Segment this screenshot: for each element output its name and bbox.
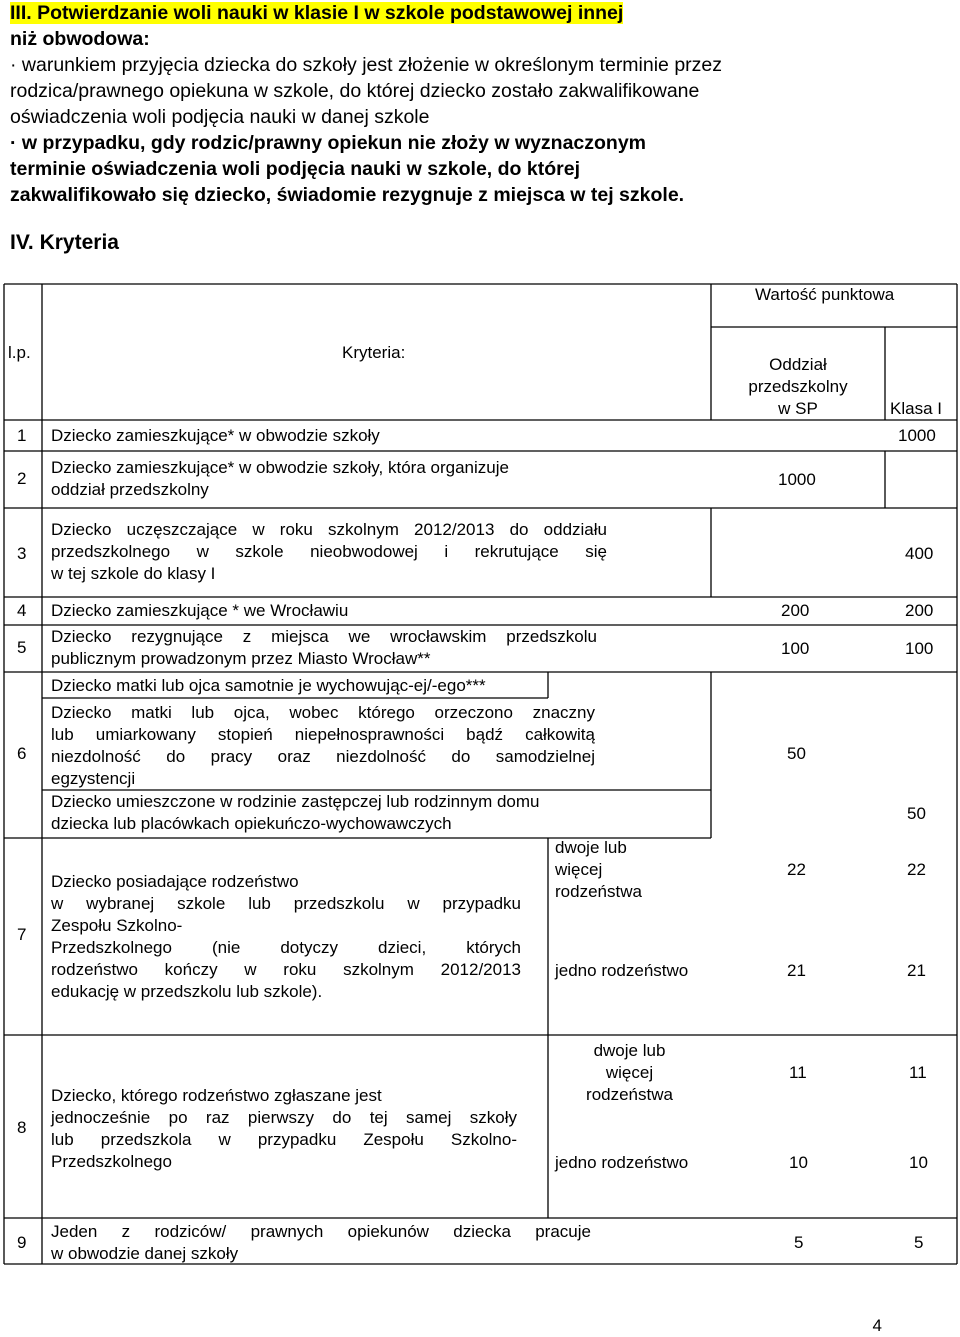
section-3-para-1-line-2: rodzica/prawnego opiekuna w szkole, do której dziecko zostało zakwalifikowane (10, 80, 700, 102)
row-5-class-points: 100 (905, 639, 934, 658)
row-1-number: 1 (17, 426, 27, 445)
row-8-criterion-line-1: Dziecko, którego rodzeństwo zgłaszane jest (51, 1086, 382, 1105)
section-3-title-line-2: niż obwodowa: (10, 28, 150, 50)
row-7-criterion-line-2: w wybranej szkole lub przedszkolu w przypadku (51, 894, 521, 913)
row-6-number: 6 (17, 744, 27, 763)
header-preschool-branch (711, 354, 885, 420)
section-3-para-2-line-3: zakwalifikowało się dziecko, świadomie rezygnuje z miejsca w tej szkole. (10, 184, 685, 206)
row-6-criterion-b-line-1: Dziecko matki lub ojca, wobec którego orzeczono znaczny (51, 703, 595, 722)
row-7-criterion-line-3: Zespołu Szkolno- (51, 916, 183, 935)
row-6-criterion-b-line-3: niezdolność do pracy oraz niezdolność do samodzielnej (51, 747, 595, 766)
header-criteria: Kryteria: (342, 343, 406, 362)
row-6-class-points: 50 (907, 804, 926, 823)
row-6-criterion-c-line-1: Dziecko umieszczone w rodzinie zastępczej lub rodzinnym domu (51, 792, 540, 811)
row-8-sub1-line-3: rodzeństwa (586, 1085, 673, 1104)
row-6-criterion-a: Dziecko matki lub ojca samotnie je wychowując-ej/-ego*** (51, 676, 486, 695)
row-7-sub2-preschool-points: 21 (787, 961, 806, 980)
row-5-criterion-line-2: publicznym prowadzonym przez Miasto Wrocław** (51, 649, 431, 668)
row-2-criterion-line-1: Dziecko zamieszkujące* w obwodzie szkoły, która organizuje (51, 458, 509, 477)
row-9-number: 9 (17, 1233, 27, 1252)
row-3-criterion-line-2: przedszkolnego w szkole nieobwodowej i rekrutujące się (51, 542, 607, 561)
row-8-sub1-line-1: dwoje lub (593, 1041, 666, 1060)
row-3-number: 3 (17, 544, 27, 563)
row-9-class-points: 5 (914, 1233, 924, 1252)
section-3-para-2-line-1: · w przypadku, gdy rodzic/prawny opiekun nie złoży w wyznaczonym (10, 132, 647, 154)
row-9-preschool-points: 5 (794, 1233, 804, 1252)
header-points-value: Wartość punktowa (755, 285, 895, 304)
row-7-siblings-one: jedno rodzeństwo (555, 961, 689, 980)
row-3-criterion-line-1: Dziecko uczęszczające w roku szkolnym 2012/2013 do oddziału (51, 520, 607, 539)
section-3-para-2-line-2: terminie oświadczenia woli podjęcia nauki w szkole, do której (10, 158, 580, 180)
row-3-criterion (51, 519, 607, 585)
row-6-criterion-c (51, 791, 540, 835)
section-3-para-1-line-3: oświadczenia woli podjęcia nauki w danej szkole (10, 106, 430, 128)
row-4-class-points: 200 (905, 601, 934, 620)
row-1-criterion: Dziecko zamieszkujące* w obwodzie szkoły (51, 426, 380, 445)
section-4-title: IV. Kryteria (10, 231, 119, 254)
row-2-criterion-line-2: oddział przedszkolny (51, 480, 209, 499)
row-8-criterion-line-3: lub przedszkola w przypadku Zespołu Szkolno- (51, 1130, 517, 1149)
row-7-sub1-class-points: 22 (907, 860, 926, 879)
row-8-criterion-line-4: Przedszkolnego (51, 1152, 172, 1171)
row-6-criterion-b-line-2: lub umiarkowany stopień niepełnosprawności bądź całkowitą (51, 725, 595, 744)
row-7-sub1-line-3: rodzeństwa (555, 882, 642, 901)
header-preschool-line-2: przedszkolny (748, 377, 848, 396)
row-4-criterion: Dziecko zamieszkujące * we Wrocławiu (51, 601, 349, 620)
row-6-criterion-b-line-4: egzystencji (51, 769, 136, 788)
row-8-sub2-preschool-points: 10 (789, 1153, 808, 1172)
row-8-sub1-line-2: więcej (605, 1063, 654, 1082)
row-8-sub1-class-points: 11 (909, 1063, 927, 1082)
row-5-number: 5 (17, 638, 27, 657)
row-3-criterion-line-3: w tej szkole do klasy I (51, 564, 216, 583)
row-2-criterion (51, 457, 509, 501)
row-7-criterion (51, 871, 521, 1003)
section-3-text (10, 0, 955, 208)
row-7-criterion-line-6: edukację w przedszkolu lub szkole). (51, 982, 323, 1001)
row-7-criterion-line-4: Przedszkolnego (nie dotyczy dzieci, których (51, 938, 521, 957)
row-3-class-points: 400 (905, 544, 934, 563)
row-8-number: 8 (17, 1118, 27, 1137)
row-9-criterion (51, 1221, 591, 1265)
row-7-sub1-line-1: dwoje lub (555, 838, 627, 857)
row-8-criterion-line-2: jednocześnie po raz pierwszy do tej samej szkoły (51, 1108, 517, 1127)
row-5-criterion-line-1: Dziecko rezygnujące z miejsca we wrocławskim przedszkolu (51, 627, 597, 646)
row-7-sub1-preschool-points: 22 (787, 860, 806, 879)
row-1-class-points: 1000 (898, 426, 936, 445)
row-8-siblings-two-or-more (548, 1040, 711, 1106)
page-number: 4 (872, 1316, 882, 1335)
row-5-preschool-points: 100 (781, 639, 810, 658)
row-8-siblings-one: jedno rodzeństwo (555, 1153, 689, 1172)
header-preschool-line-1: Oddział (769, 355, 827, 374)
row-7-sub1-line-2: więcej (555, 860, 603, 879)
section-3-para-1-line-1: · warunkiem przyjęcia dziecka do szkoły jest złożenie w określonym terminie przez (10, 54, 723, 76)
row-9-criterion-line-2: w obwodzie danej szkoły (51, 1244, 239, 1263)
row-8-sub1-preschool-points: 11 (789, 1063, 807, 1082)
header-class-1: Klasa I (890, 399, 942, 418)
row-9-criterion-line-1: Jeden z rodziców/ prawnych opiekunów dziecka pracuje (51, 1222, 591, 1241)
row-5-criterion (51, 626, 597, 670)
row-2-number: 2 (17, 469, 27, 488)
row-4-preschool-points: 200 (781, 601, 810, 620)
row-8-criterion (51, 1085, 517, 1173)
row-7-sub2-class-points: 21 (907, 961, 926, 980)
header-lp: l.p. (8, 343, 31, 362)
header-preschool-line-3: w SP (778, 399, 818, 418)
row-7-siblings-two-or-more (555, 837, 642, 903)
row-7-criterion-line-5: rodzeństwo kończy w roku szkolnym 2012/2013 (51, 960, 521, 979)
row-8-sub2-class-points: 10 (909, 1153, 928, 1172)
row-6-criterion-c-line-2: dziecka lub placówkach opiekuńczo-wychowawczych (51, 814, 452, 833)
row-7-number: 7 (17, 925, 27, 944)
section-3-title-line-1: III. Potwierdzanie woli nauki w klasie I w szkole podstawowej innej (10, 2, 624, 24)
row-7-criterion-line-1: Dziecko posiadające rodzeństwo (51, 872, 299, 891)
row-6-criterion-b (51, 702, 595, 790)
row-4-number: 4 (17, 601, 27, 620)
row-2-preschool-points: 1000 (778, 470, 816, 489)
row-6-preschool-points: 50 (787, 744, 806, 763)
